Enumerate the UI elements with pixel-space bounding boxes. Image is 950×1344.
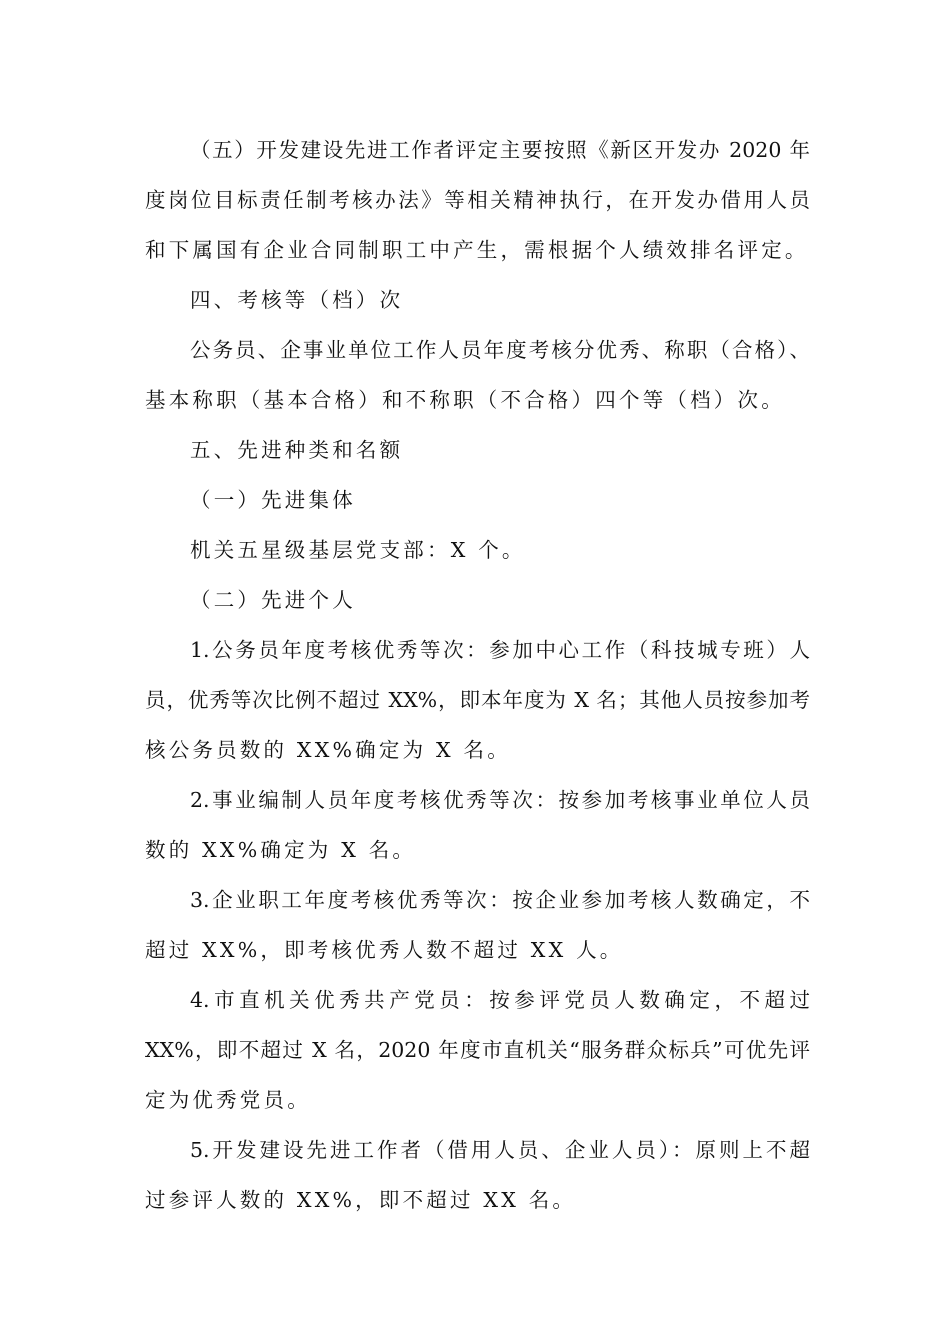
list-item-line: 4.市直机关优秀共产党员：按参评党员人数确定，不超过 <box>190 988 810 1012</box>
list-item-line: 核公务员数的 XX%确定为 X 名。 <box>145 738 511 762</box>
list-item-line: 员，优秀等次比例不超过 XX%，即本年度为 X 名；其他人员按参加考 <box>145 688 810 712</box>
list-item-line: 超过 XX%，即考核优秀人数不超过 XX 人。 <box>145 938 624 962</box>
list-item-line: 1.公务员年度考核优秀等次：参加中心工作（科技城专班）人 <box>190 638 810 662</box>
paragraph-line: （五）开发建设先进工作者评定主要按照《新区开发办 2020 年 <box>190 138 810 162</box>
paragraph-line: 度岗位目标责任制考核办法》等相关精神执行，在开发办借用人员 <box>145 188 810 212</box>
list-item-line: 2.事业编制人员年度考核优秀等次：按参加考核事业单位人员 <box>190 788 810 812</box>
paragraph-line: 机关五星级基层党支部：X 个。 <box>190 538 526 562</box>
section-heading: 四、考核等（档）次 <box>190 288 404 312</box>
list-item-line: 定为优秀党员。 <box>145 1088 311 1112</box>
paragraph-line: 和下属国有企业合同制职工中产生，需根据个人绩效排名评定。 <box>145 238 809 262</box>
subsection-heading: （一）先进集体 <box>190 488 356 512</box>
paragraph-line: 公务员、企事业单位工作人员年度考核分优秀、称职（合格）、 <box>190 338 810 362</box>
section-heading: 五、先进种类和名额 <box>190 438 404 462</box>
subsection-heading: （二）先进个人 <box>190 588 356 612</box>
list-item-line: 3.企业职工年度考核优秀等次：按企业参加考核人数确定，不 <box>190 888 810 912</box>
list-item-line: 过参评人数的 XX%，即不超过 XX 名。 <box>145 1188 577 1212</box>
list-item-line: 数的 XX%确定为 X 名。 <box>145 838 417 862</box>
list-item-line: XX%，即不超过 X 名，2020 年度市直机关“服务群众标兵”可优先评 <box>145 1038 810 1062</box>
paragraph-line: 基本称职（基本合格）和不称职（不合格）四个等（档）次。 <box>145 388 785 412</box>
list-item-line: 5.开发建设先进工作者（借用人员、企业人员）：原则上不超 <box>190 1138 810 1162</box>
